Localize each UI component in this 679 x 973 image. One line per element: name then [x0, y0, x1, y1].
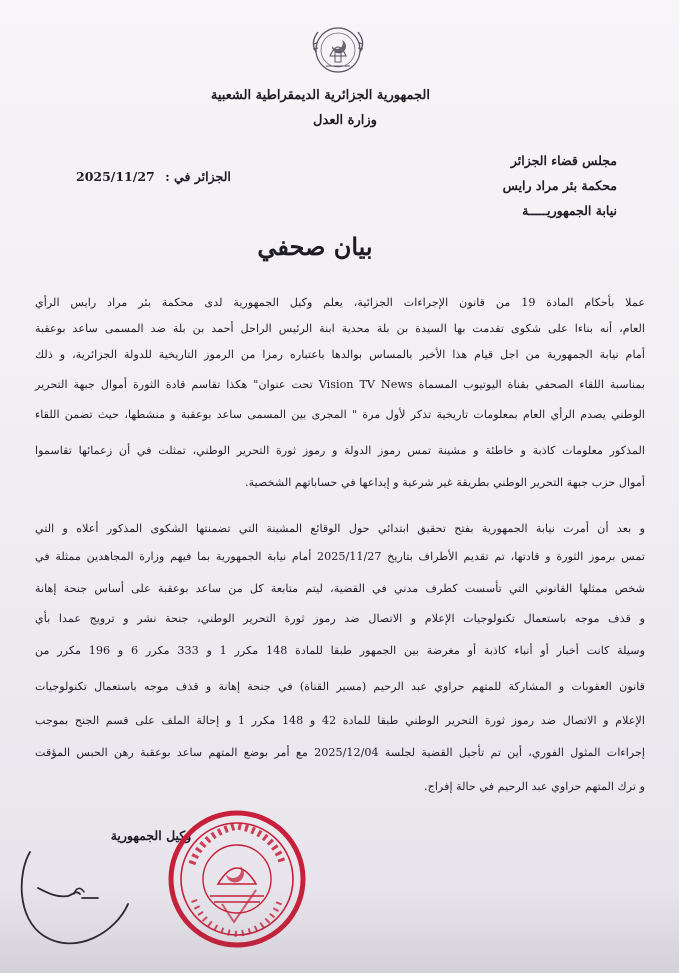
- body-line: الوطني يصدم الرأي العام بمعلومات تاريخية تذكر لأول مرة " المجرى بين المسمى ساعد بوعقبة و منشطها، حيث تضمن اللقاء: [35, 408, 645, 421]
- court-stamp: [162, 804, 312, 954]
- body-line: و ترك المتهم حراوي عبد الرحيم في حالة إفراج.: [424, 780, 645, 793]
- body-line: و بعد أن أمرت نيابة الجمهورية بفتح تحقيق ابتدائي حول الوقائع المشينة التي تضمنتها الشكوى المذكور أعلاه و التي: [35, 522, 645, 535]
- signatory-title: وكيل الجمهورية: [110, 828, 192, 843]
- body-line: شخص ممثلها القانوني التي تأسست كطرف مدني في القضية، ليتم متابعة كل من ساعد بوعقبة على أساس جنحة إهانة: [35, 582, 645, 595]
- body-line: تمس برموز الثورة و قادتها، تم تقديم الأطراف بتاريخ 2025/11/27 أمام نيابة الجمهورية بما فيهم وزارة المجاهدين ممثلة في: [35, 550, 645, 563]
- body-line: إجراءات المثول الفوري، أين تم تأجيل القضية لجلسة 2025/12/04 مع أمر بوضع المتهم ساعد بوعقبة رهن الحبس المؤقت: [35, 746, 645, 759]
- body-line: العام، أنه بناءا على شكوى تقدمت بها السيدة بن بلة محدية ابنة الرئيس الراحل أحمد بن بلة ضد المسمى ساعد بوعقبة: [35, 322, 645, 335]
- body-line: الإعلام و الاتصال ضد رموز ثورة التحرير الوطني طبقا للمادة 42 و 148 مكرر 1 و إحالة الملف على قسم الجنح بموجب: [35, 714, 646, 727]
- prosecution-name: نيابة الجمهوريـــــة: [522, 203, 617, 218]
- council-name: مجلس قضاء الجزائر: [510, 153, 617, 168]
- body-line: بمناسبة اللقاء الصحفي بقناة اليوتيوب المسماة Vision TV News تحت عنوان" هكذا تقاسم قادة الثورة أموال جبهة التحرير: [35, 378, 645, 391]
- ministry-heading: وزارة العدل: [313, 113, 377, 128]
- body-line: أموال حزب جبهة التحرير الوطني بطريقة غير شرعية و إيداعها في حساباتهم الشخصية.: [245, 476, 645, 489]
- body-line: عملا بأحكام المادة 19 من قانون الإجراءات الجزائية، يعلم وكيل الجمهورية لدى محكمة بئر مراد رايس الرأي: [35, 296, 645, 309]
- body-line: قانون العقوبات و المشاركة للمتهم حراوي عبد الرحيم (مسير القناة) في جنحة إهانة و قذف موجه باستعمال تكنولوجيات: [35, 680, 645, 693]
- body-line: وسيلة كانت أخبار أو أنباء كاذبة أو مغرضة بين الجمهور طبقا للمادة 148 مكرر 1 و 333 مكرر 6 و 196 مكرر من: [35, 644, 646, 657]
- body-line: و قذف موجه باستعمال تكنولوجيات الإعلام و الاتصال ضد رموز ثورة التحرير الوطني، جنحة نشر و ترويج عمدا بأي: [35, 612, 645, 625]
- court-name: محكمة بئر مراد رايس: [502, 178, 617, 193]
- republic-heading: الجمهورية الجزائرية الديمقراطية الشعبية: [210, 88, 430, 103]
- body-line: المذكور معلومات كاذبة و خاطئة و مشينة تمس رموز الدولة و رموز ثورة التحرير الوطني، تمثلت في أن زعمائها تقاسموا: [35, 444, 645, 457]
- body-line: أمام نيابة الجمهورية من اجل قيام هذا الأخير بالمساس بوالدها باعتباره رمزا من الرموز التاريخية للدولة الجزائرية، و ذلك: [35, 348, 645, 361]
- date-line: [76, 169, 231, 184]
- date-value: 2025/11/27: [76, 169, 155, 184]
- date-label: الجزائر في :: [165, 169, 231, 184]
- handwritten-signature: [16, 832, 136, 952]
- algeria-emblem-icon: [302, 22, 374, 78]
- page-title: بيان صحفي: [257, 232, 373, 261]
